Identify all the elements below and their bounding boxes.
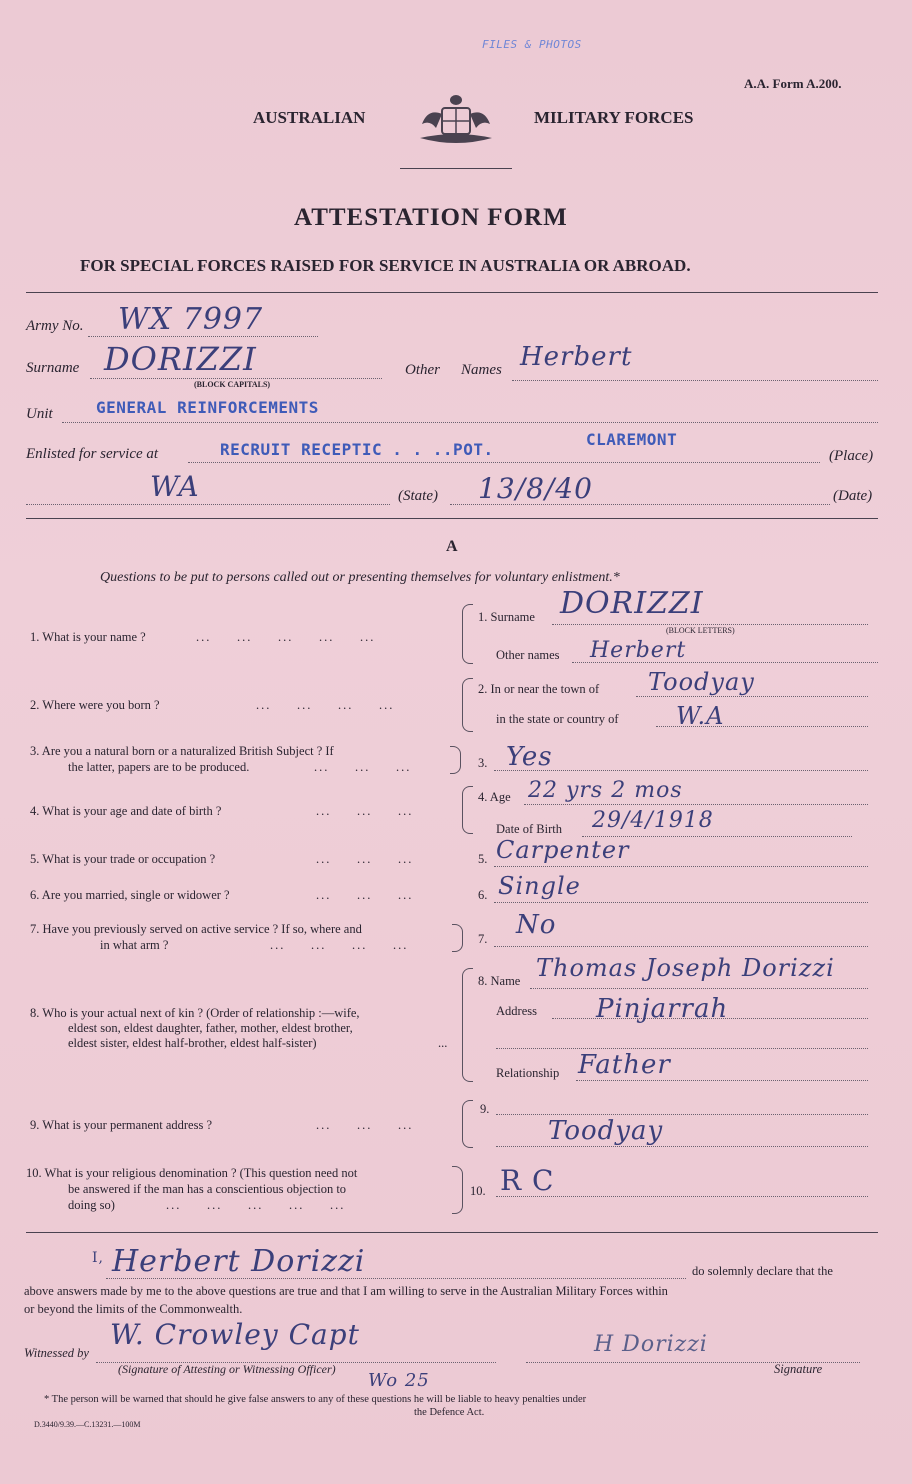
answer-8-relationship-label: Relationship [496,1066,560,1080]
answer-2-state-label: in the state or country of [496,712,619,726]
other-label: Other [405,362,440,378]
date-label: (Date) [833,488,873,504]
form-subtitle: FOR SPECIAL FORCES RAISED FOR SERVICE IN AUSTRALIA OR ABROAD. [80,256,691,275]
question-10-line-1: 10. What is your religious denomination ? (This question need not [26,1166,358,1180]
answer-4-age: 22 yrs 2 mos [528,778,683,803]
answer-10-label: 10. [470,1184,486,1198]
declaration-text-2: above answers made by me to the above questions are true and that I am willing to serve in the Australian Military Forces within [24,1284,668,1298]
state-label: (State) [398,488,438,504]
section-letter: A [446,538,458,555]
answer-7-label: 7. [478,932,488,946]
question-5: 5. What is your trade or occupation ? [30,852,216,866]
enlisted-depot-value: RECRUIT RECEPTIC . . ..POT. [220,440,494,459]
answer-10: R C [500,1164,555,1197]
answer-9: Toodyay [548,1116,664,1146]
question-10-line-2: be answered if the man has a conscientious objection to [68,1182,347,1196]
question-9: 9. What is your permanent address ? [30,1118,213,1132]
section-rule [26,518,878,519]
unit-value: GENERAL REINFORCEMENTS [96,398,319,417]
names-label: Names [461,362,502,378]
surname-value: DORIZZI [104,340,257,378]
witness-code: Wo 25 [368,1370,430,1391]
declaration-text-1: do solemnly declare that the [692,1264,833,1278]
enlisted-label: Enlisted for service at [26,446,159,462]
answer-6-label: 6. [478,888,488,902]
header-divider [400,168,512,169]
question-2: 2. Where were you born ? [30,698,160,712]
witnessed-label: Witnessed by [24,1346,89,1360]
answer-4-dob: 29/4/1918 [592,808,714,833]
unit-label: Unit [26,406,53,422]
answer-7: No [516,910,557,940]
form-title: ATTESTATION FORM [294,204,568,231]
answer-1-other-label: Other names [496,648,560,662]
answer-9-label: 9. [480,1102,490,1116]
question-6: 6. Are you married, single or widower ? [30,888,230,902]
coat-of-arms-icon [414,90,498,152]
section-intro: Questions to be put to persons called out or presenting themselves for voluntary enlistment.* [100,570,620,585]
answer-8-name-label: 8. Name [478,974,521,988]
header-military-forces: MILITARY FORCES [534,108,694,127]
declaration-text-3: or beyond the limits of the Commonwealth. [24,1302,243,1316]
question-7-line-2: in what arm ? [100,938,169,952]
question-8-line-1: 8. Who is your actual next of kin ? (Order of relationship :—wife, [30,1006,360,1020]
answer-8-address-label: Address [496,1004,537,1018]
answer-2-state: W.A [676,702,725,730]
top-rule [26,292,878,293]
answer-4-age-label: 4. Age [478,790,511,804]
answer-2-town: Toodyay [648,668,755,696]
declaration-rule [26,1232,878,1233]
print-code: D.3440/9.39.—C.13231.—100M [34,1420,141,1429]
state-value: WA [150,470,200,503]
block-capitals-note: (BLOCK CAPITALS) [194,380,271,389]
question-8-line-3: eldest sister, eldest half-brother, eldest half-sister) [68,1036,317,1050]
answer-3-label: 3. [478,756,488,770]
answer-1-other: Herbert [590,638,687,663]
place-label: (Place) [829,448,874,464]
army-no-label: Army No. [26,318,84,334]
footnote-line-2: the Defence Act. [414,1407,485,1418]
footnote-line-1: * The person will be warned that should he give false answers to any of these questions he will be liable to heavy penalties under [44,1394,587,1405]
question-8-line-2: eldest son, eldest daughter, father, mother, eldest brother, [68,1021,353,1035]
witness-signature: W. Crowley Capt [110,1318,360,1351]
form-number: A.A. Form A.200. [744,76,842,91]
enlisted-place-value: CLAREMONT [586,430,678,449]
witness-caption: (Signature of Attesting or Witnessing Officer) [118,1362,336,1376]
question-3-line-2: the latter, papers are to be produced. [68,760,250,774]
surname-label: Surname [26,360,80,376]
attestation-form-page: FILES & PHOTOS A.A. Form A.200. AUSTRALIAN MILITARY FORCES ATTESTATION FORM FOR SPECIAL FORCES RAISED FOR SERVICE IN AUSTRALIA OR ABROAD. Army No. WX 7997 Surname DORIZZI (BLOCK CAPITALS) Other Names Herbert Unit GENERAL REINFORCEMENTS Enlisted for service at RECRUIT RECEPTIC . . ..POT. CLAREMONT (Place) WA (State) 13/8/40 (Date) A Questions to be put to persons called out or presenting themselves for voluntary enlistment.* 1. What is your name ? ... ... ... ... ... 1. Surname DORIZZI (BLOCK LETTERS) Other names Herbert 2. Where were you born ? ... ... ... ... 2. In or near the town of Toodyay in the state or country of W.A 3. Are you a natural born or a naturalized British Subject ? If the latter, papers are to be produced. ... ... ... 3. Yes 4. What is your age and date of birth ? ... ... ... 4. Age 22 yrs 2 mos Date of Birth 29/4/1918 5. What is your trade or occupation ? ... ... ... 5. Carpenter 6. Are you married, single or widower ? ... ... ... 6. Single 7. Have you previously served on active service ? If so, where and in what arm ? ... ... ... ... 7. No 8. Who is your actual next of kin ? (Order of relationship :—wife, eldest son, eldest daughter, father, mother, eldest brother, eldest sister, eldest half-brother, eldest half-sister) ... 8. Name Thomas Joseph Dorizzi Address Pinjarrah Relationship Father 9. What is your permanent address ? ... ... ... 9. Toodyay 10. What is your religious denomination ? (This question need not be answered if the man has a conscientious objection to doing so) ... ... ... ... ... 10. R C I, Herbert Dorizzi do solemnly declare that the above answers made by me to the above questions are true and that I am willing to serve in the Australian Military Forces within or beyond the limits of the Commonwealth. Witnessed by W. Crowley Capt (Signature of Attesting or Witnessing Officer) Wo 25 H Dorizzi Signature * The person will be warned that should he give false answers to any of these questions he will be liable to heavy penalties under the Defence Act. D.3440/9.39.—C.13231.—100M [0,0,912,1484]
answer-2-town-label: 2. In or near the town of [478,682,600,696]
answer-1-surname: DORIZZI [560,586,704,621]
declaration-prefix: I, [92,1250,104,1266]
question-3-line-1: 3. Are you a natural born or a naturalized British Subject ? If [30,744,334,758]
answer-3: Yes [506,742,553,772]
answer-8-address: Pinjarrah [596,994,729,1024]
answer-4-dob-label: Date of Birth [496,822,562,836]
signature-label: Signature [774,1362,823,1376]
question-10-line-3: doing so) [68,1198,115,1212]
declarant-name: Herbert Dorizzi [112,1244,366,1279]
files-photos-stamp: FILES & PHOTOS [482,38,582,51]
date-value: 13/8/40 [478,472,593,505]
header-australian: AUSTRALIAN [253,108,366,127]
army-no-value: WX 7997 [118,302,264,337]
enlistee-signature: H Dorizzi [594,1332,708,1357]
answer-8-name: Thomas Joseph Dorizzi [536,954,835,982]
question-1: 1. What is your name ? [30,630,146,644]
answer-5: Carpenter [496,836,630,864]
answer-8-relationship: Father [578,1050,671,1080]
answer-1-surname-label: 1. Surname [478,610,535,624]
answer-6: Single [498,872,581,900]
answer-5-label: 5. [478,852,488,866]
answer-1-block-letters: (BLOCK LETTERS) [666,626,735,635]
question-4: 4. What is your age and date of birth ? [30,804,222,818]
question-7-line-1: 7. Have you previously served on active service ? If so, where and [30,922,362,936]
other-names-value: Herbert [520,342,633,372]
